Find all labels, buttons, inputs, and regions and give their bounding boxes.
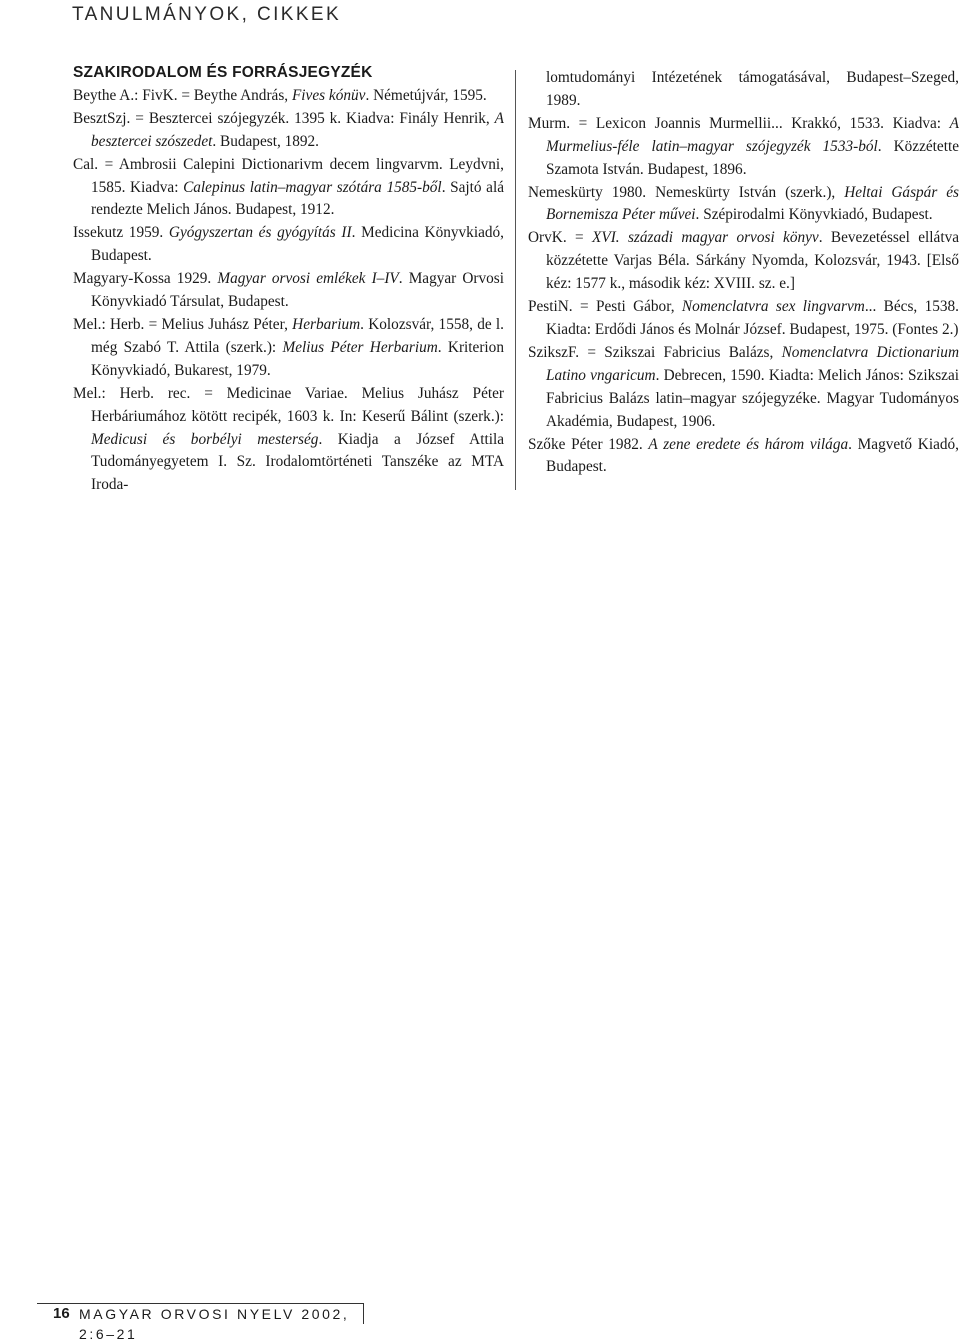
reference-text: PestiN. = Pesti Gábor, [528, 298, 682, 316]
left-column [73, 62, 504, 497]
reference-entry [73, 222, 504, 268]
reference-entry [528, 342, 959, 434]
reference-entry [73, 108, 504, 154]
reference-text: . Budapest, 1892. [212, 132, 320, 150]
reference-entry [528, 113, 959, 182]
running-head: TANULMÁNYOK, CIKKEK [72, 4, 342, 25]
reference-title: Nomenclatvra Dictionarium Latino vngaricum [546, 343, 959, 384]
continued-entry [528, 67, 959, 113]
journal-citation: MAGYAR ORVOSI NYELV 2002, 2:6–21 [79, 1306, 350, 1342]
reference-title: Medicusi és borbélyi mesterség [91, 430, 319, 448]
reference-text: Szőke Péter 1982. [528, 435, 649, 453]
reference-entry [528, 296, 959, 342]
reference-text: . Sajtó alá rendezte Melich János. Budapest, 1912. [91, 178, 505, 219]
reference-title: Magyar orvosi emlékek I–IV [217, 270, 399, 288]
reference-entry [73, 383, 504, 498]
reference-entry [528, 434, 959, 480]
reference-text: OrvK. = [528, 229, 592, 247]
reference-text: . Kolozsvár, 1558, de l. még Szabó T. Attila (szerk.): [91, 315, 504, 356]
right-column [528, 67, 959, 479]
section-heading: SZAKIRODALOM ÉS FORRÁSJEGYZÉK [73, 64, 373, 81]
reference-text: . Magyar Orvosi Könyvkiadó Társulat, Budapest. [91, 270, 505, 311]
reference-text: Beythe A.: FivK. = Beythe András, [73, 86, 292, 104]
reference-text: ... Bécs, 1538. Kiadta: Erdődi János és Molnár József. Budapest, 1975. (Fontes 2.) [546, 298, 959, 338]
left-entries [73, 85, 504, 497]
reference-title: Melius Péter Herbarium [282, 338, 438, 356]
reference-text: SzikszF. = Szikszai Fabricius Balázs, [528, 343, 782, 361]
reference-text: . Magvető Kiadó, Budapest. [546, 435, 959, 476]
reference-title: XVI. századi magyar orvosi könyv [592, 229, 819, 247]
reference-title: Nomenclatvra sex lingvarvm [681, 298, 865, 316]
reference-title: Heltai Gáspár és Bornemisza Péter művei [546, 183, 959, 224]
page-footer [37, 1303, 364, 1342]
right-entries [528, 113, 959, 480]
reference-text: Nemeskürty 1980. Nemeskürty István (szerk.), [528, 183, 845, 201]
reference-text: . Szépirodalmi Könyvkiadó, Budapest. [695, 206, 933, 224]
reference-title: Herbarium [292, 315, 361, 333]
reference-entry [73, 268, 504, 314]
reference-text: . Debrecen, 1590. Kiadta: Melich János: Szikszai Fabricius Balázs latin–magyar szójegyzéke. Magyar Tudományos Akadémia, Budapest, 1906. [546, 366, 959, 430]
reference-text: . Kiadja a József Attila Tudományegyetem I. Sz. Irodalomtörténeti Tanszéke az MTA Iroda- [91, 430, 505, 494]
reference-text: . Bevezetéssel ellátva közzétette Varjas Béla. Sárkány Nyomda, Kolozsvár, 1943. [Első kéz: 1577 k., második kéz: XVIII. sz. e.] [546, 229, 960, 293]
reference-entry [73, 314, 504, 383]
reference-title: A Murmelius-féle latin–magyar szójegyzék 1533-ból [546, 114, 959, 155]
reference-text: BesztSzj. = Besztercei szójegyzék. 1395 k. Kiadva: Finály Henrik, [73, 109, 495, 127]
reference-entry [528, 227, 959, 296]
column-divider [515, 70, 516, 490]
reference-text: Magyary-Kossa 1929. [73, 270, 218, 288]
reference-text: . Németújvár, 1595. [365, 86, 487, 104]
reference-text: . Medicina Könyvkiadó, Budapest. [91, 224, 504, 265]
reference-text: . Közzétette Szamota István. Budapest, 1896. [546, 137, 960, 178]
reference-text: Mel.: Herb. rec. = Medicinae Variae. Melius Juhász Péter Herbáriumához kötött recipék, 1603 k. In: Keserű Bálint (szerk.): [73, 384, 504, 425]
reference-text: Issekutz 1959. [73, 224, 169, 242]
reference-text: Mel.: Herb. = Melius Juhász Péter, [73, 315, 293, 333]
reference-text: Cal. = Ambrosii Calepini Dictionarivm decem lingvarvm. Leydvni, 1585. Kiadva: [73, 155, 504, 196]
reference-entry [73, 85, 504, 108]
reference-title: Fives kónüv [291, 86, 366, 104]
reference-entry [528, 67, 959, 113]
reference-text: . Kriterion Könyvkiadó, Bukarest, 1979. [91, 338, 504, 379]
reference-title: A besztercei szószedet [91, 109, 504, 150]
reference-entry [528, 182, 959, 228]
reference-entry [73, 154, 504, 223]
reference-title: A zene eredete és három világa [648, 435, 849, 453]
reference-title: Calepinus latin–magyar szótára 1585-ből [183, 178, 442, 196]
page-number: 16 [53, 1305, 70, 1322]
reference-text: Murm. = Lexicon Joannis Murmellii... Krakkó, 1533. Kiadva: [528, 114, 950, 132]
reference-title: Gyógyszertan és gyógyítás II [168, 224, 352, 242]
reference-text: lomtudományi Intézetének támogatásával, Budapest–Szeged, 1989. [546, 69, 959, 109]
